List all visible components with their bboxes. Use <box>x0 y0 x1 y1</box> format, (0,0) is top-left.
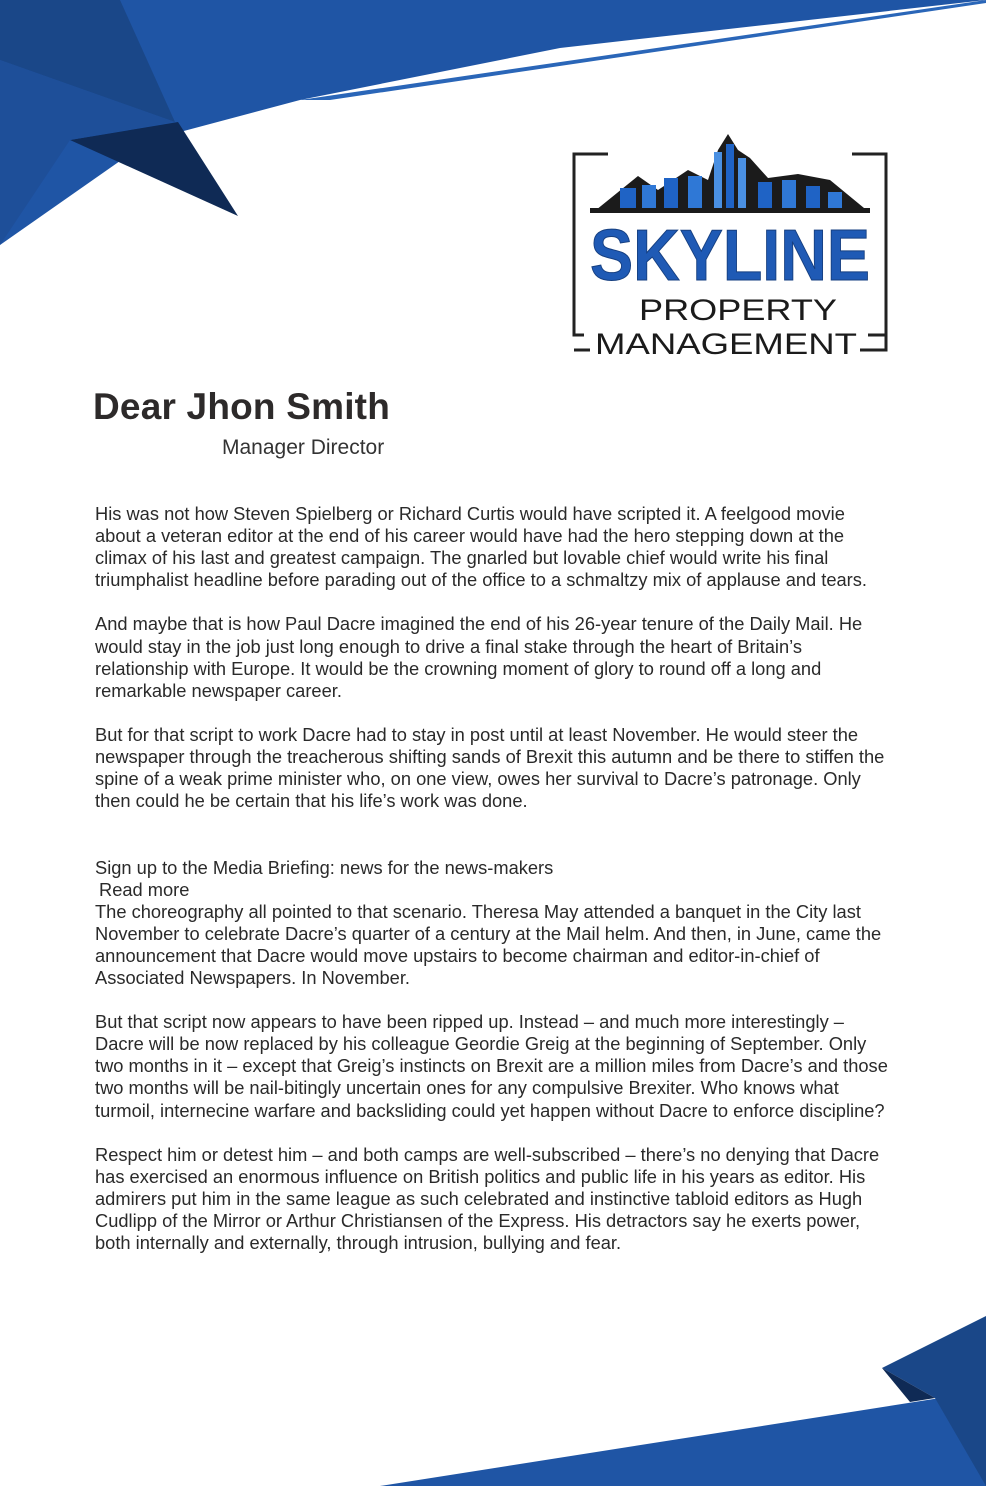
building-icon <box>590 134 870 213</box>
paragraph: And maybe that is how Paul Dacre imagined the end of his 26-year tenure of the Daily Mail. He would stay in the job just long enough to drive a final stake through the heart of Britain’s relationship with Europe. It would be the crowning moment of glory to round off a long and remarkable newspaper career. <box>95 613 863 701</box>
bottom-fold-dark <box>882 1368 935 1402</box>
paragraph: Respect him or detest him – and both camps are well-subscribed – there’s no denying that Dacre has exercised an enormous influence on British politics and public life in his years as editor. His admirers put him in the same league as such celebrated and instinctive tabloid editors as Hugh Cudlipp of the Mirror or Arthur Christiansen of the Express. His detractors say he exerts power, both internally and externally, through intrusion, bullying and fear. <box>95 1143 880 1254</box>
signup-text: Sign up to the Media Briefing: news for the news-makers <box>95 856 554 878</box>
logo-brand: SKYLINE <box>590 216 870 296</box>
logo-line1: PROPERTY <box>639 294 837 327</box>
paragraph: His was not how Steven Spielberg or Richard Curtis would have scripted it. A feelgood movie about a veteran editor at the end of his career would have had the hero stepping down at the climax of his last and greatest campaign. The gnarled but lovable chief would write his final triumphalist headline before parading out of the office to a schmaltzy mix of applause and tears. <box>95 503 867 591</box>
letter-body <box>95 503 895 1254</box>
bottom-fold-navy <box>882 1316 986 1486</box>
paragraph: The choreography all pointed to that scenario. Theresa May attended a banquet in the City last November to celebrate Dacre’s quarter of a century at the Mail helm. And then, in June, came the announcement that Dacre would move upstairs to become chairman and editor-in-chief of Associated Newspapers. In November. <box>95 900 882 988</box>
greeting-heading: Dear Jhon Smith <box>93 386 390 427</box>
paragraph: But that script now appears to have been ripped up. Instead – and much more interestingly – Dacre will be now replaced by his colleague Geordie Greig at the beginning of September. Only two months in it – except that Greig’s instincts on Brexit are a million miles from Dacre’s and those two months will be nail-bitingly uncertain ones for any compulsive Brexiter. Who knows what turmoil, internecine warfare and backsliding could yet happen without Dacre to enforce discipline? <box>95 1011 888 1121</box>
logo-line2: MANAGEMENT <box>595 328 857 358</box>
bottom-band-shape <box>380 1398 986 1486</box>
read-more-link[interactable]: Read more <box>99 878 190 900</box>
skyline-logo <box>568 130 892 358</box>
recipient-role: Manager Director <box>222 436 385 459</box>
paragraph: But for that script to work Dacre had to stay in post until at least November. He would steer the newspaper through the treacherous shifting sands of Brexit this autumn and be there to stiffen the spine of a weak prime minister who, on one view, owes her survival to Dacre’s patronage. Only then could he be certain that his life’s work was done. <box>95 723 885 812</box>
